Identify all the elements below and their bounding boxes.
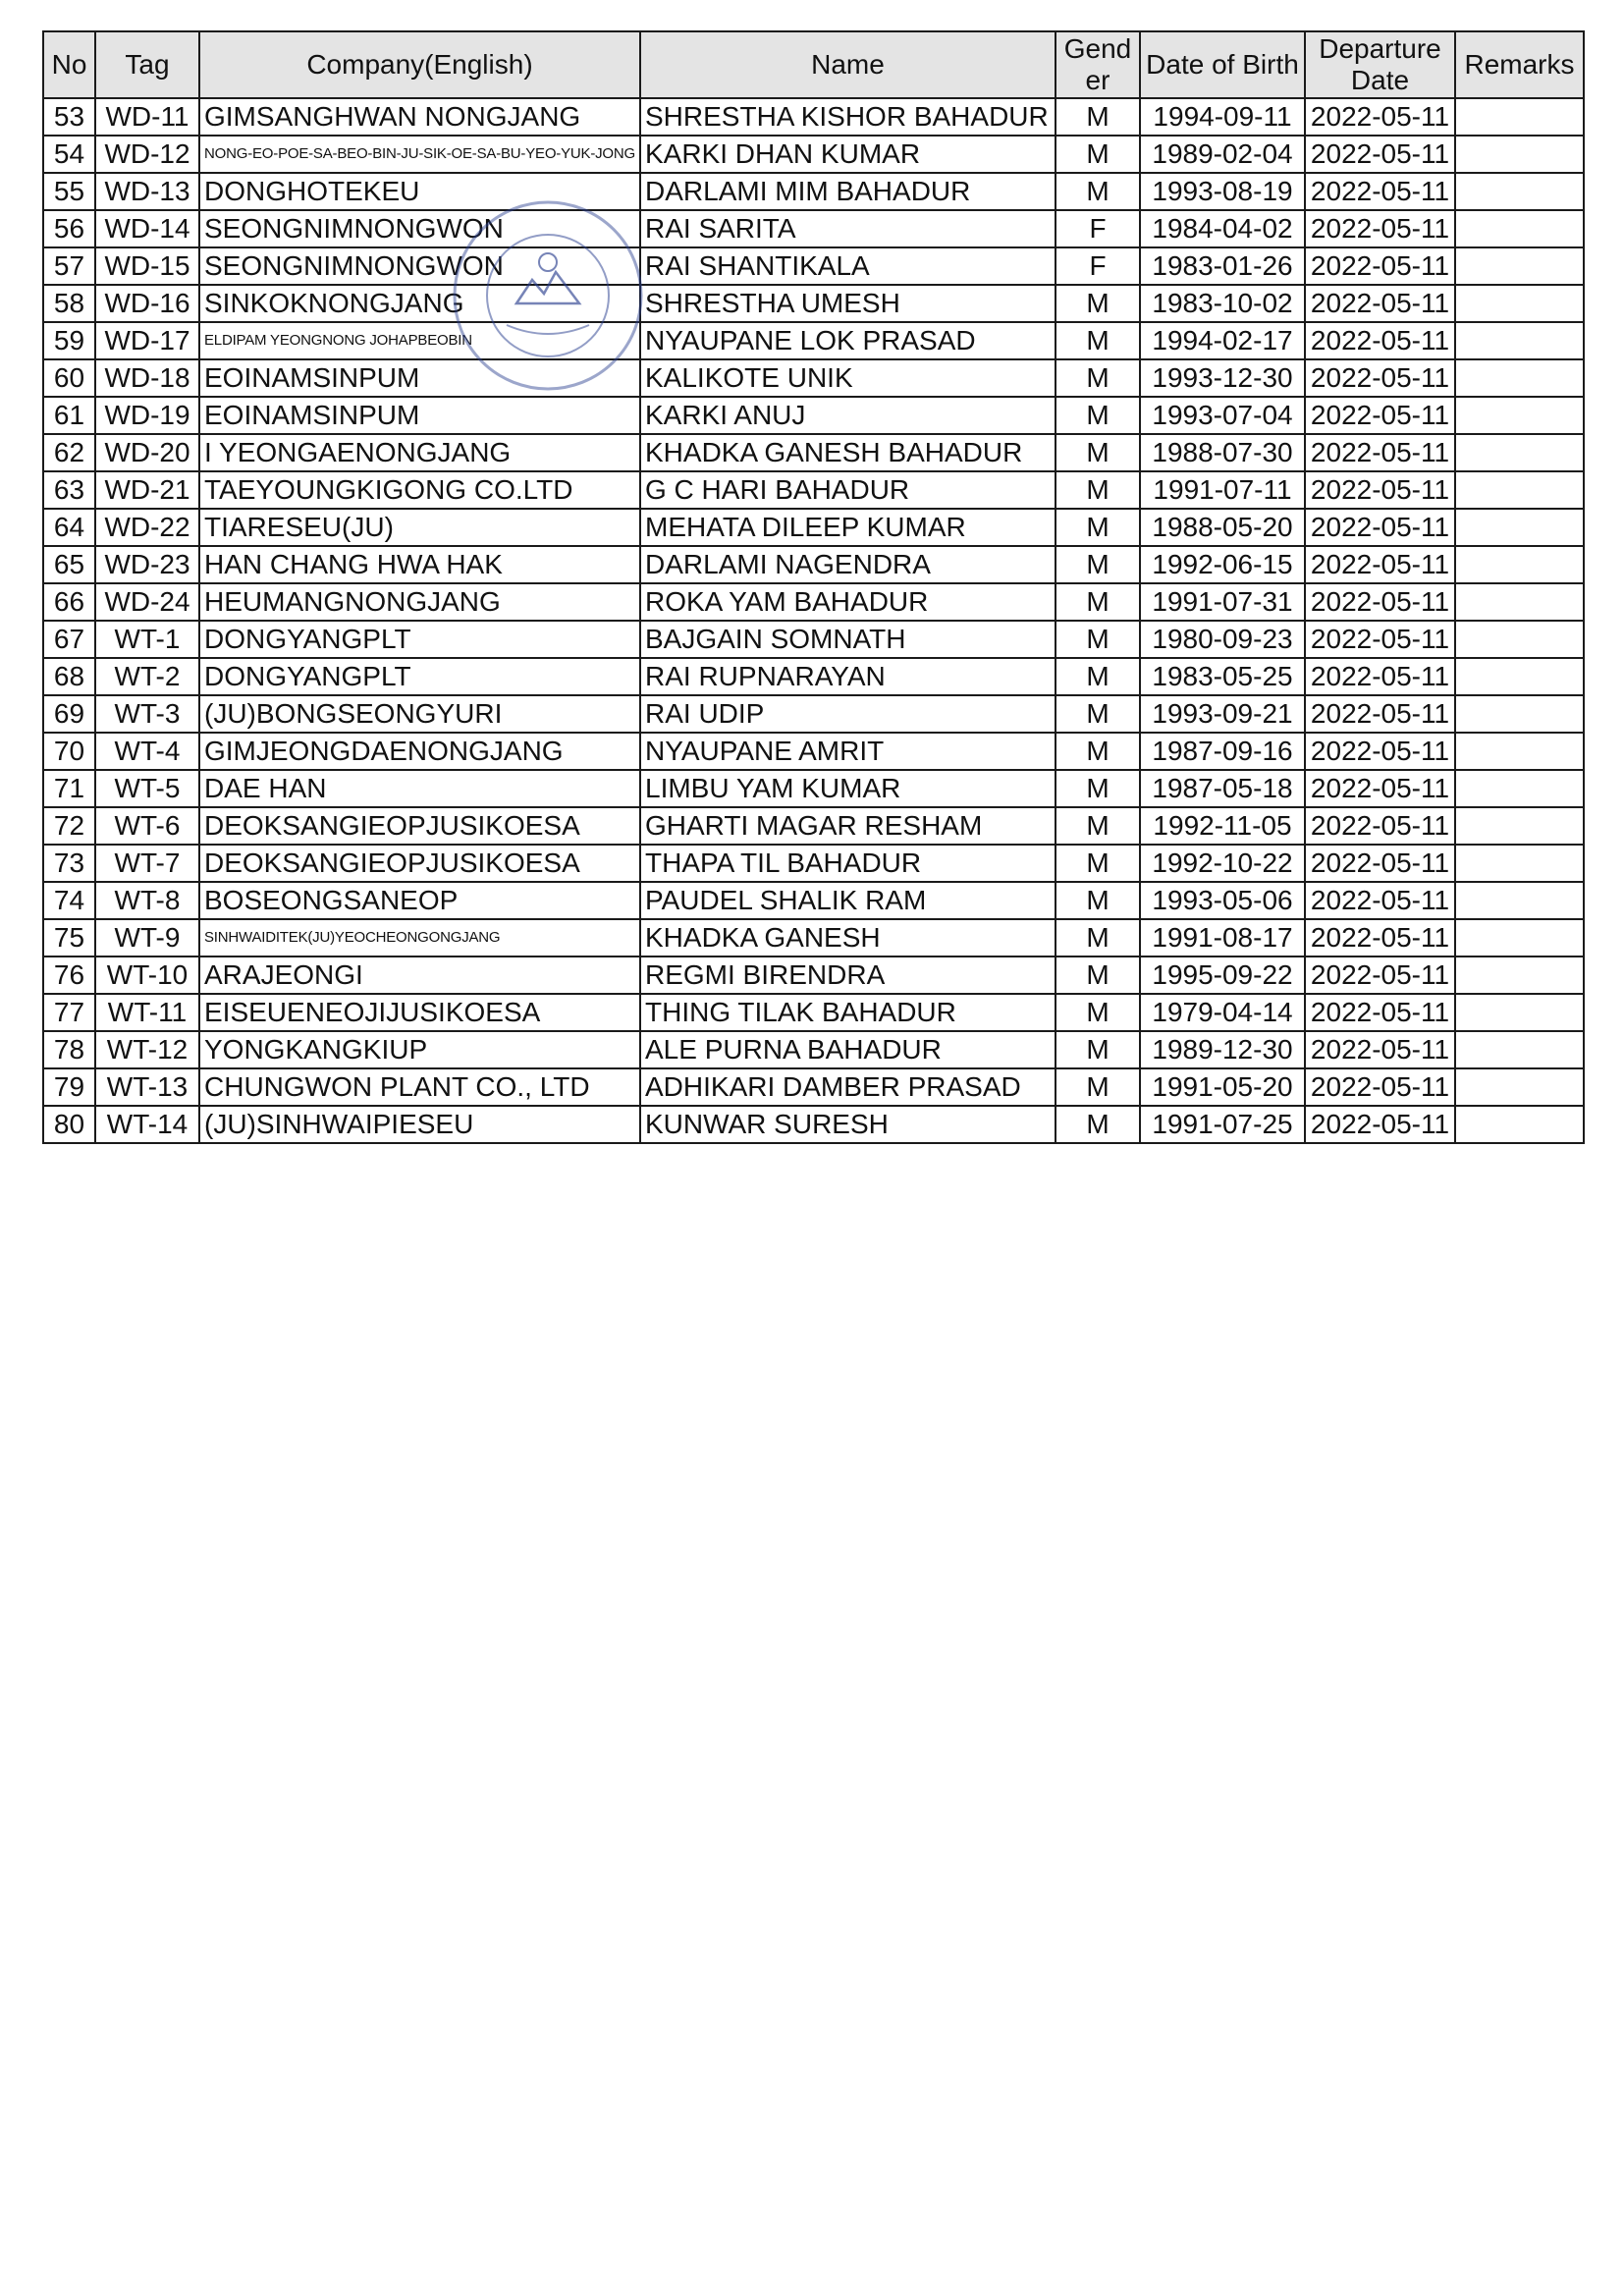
table-row xyxy=(43,434,1584,471)
cell-company: SEONGNIMNONGWON xyxy=(199,247,640,285)
cell-departure: 2022-05-11 xyxy=(1305,98,1455,136)
table-row xyxy=(43,136,1584,173)
cell-dob: 1993-05-06 xyxy=(1140,882,1305,919)
cell-company: TIARESEU(JU) xyxy=(199,509,640,546)
cell-no: 67 xyxy=(43,621,95,658)
cell-no: 58 xyxy=(43,285,95,322)
cell-name: G C HARI BAHADUR xyxy=(640,471,1056,509)
table-row xyxy=(43,210,1584,247)
cell-tag: WD-18 xyxy=(95,359,199,397)
table-row xyxy=(43,845,1584,882)
cell-remarks xyxy=(1455,919,1584,957)
cell-dob: 1989-02-04 xyxy=(1140,136,1305,173)
cell-departure: 2022-05-11 xyxy=(1305,733,1455,770)
cell-name: NYAUPANE LOK PRASAD xyxy=(640,322,1056,359)
cell-company: BOSEONGSANEOP xyxy=(199,882,640,919)
cell-gender: M xyxy=(1056,733,1140,770)
table-row xyxy=(43,770,1584,807)
cell-tag: WD-15 xyxy=(95,247,199,285)
cell-departure: 2022-05-11 xyxy=(1305,434,1455,471)
cell-no: 56 xyxy=(43,210,95,247)
cell-tag: WD-22 xyxy=(95,509,199,546)
cell-tag: WD-17 xyxy=(95,322,199,359)
cell-tag: WD-21 xyxy=(95,471,199,509)
cell-company: (JU)BONGSEONGYURI xyxy=(199,695,640,733)
cell-gender: M xyxy=(1056,658,1140,695)
cell-remarks xyxy=(1455,285,1584,322)
cell-no: 59 xyxy=(43,322,95,359)
header-departure: Departure Date xyxy=(1305,31,1455,98)
header-name: Name xyxy=(640,31,1056,98)
cell-name: ROKA YAM BAHADUR xyxy=(640,583,1056,621)
cell-tag: WT-13 xyxy=(95,1068,199,1106)
table-row xyxy=(43,322,1584,359)
cell-departure: 2022-05-11 xyxy=(1305,695,1455,733)
cell-dob: 1987-05-18 xyxy=(1140,770,1305,807)
cell-company: TAEYOUNGKIGONG CO.LTD xyxy=(199,471,640,509)
cell-departure: 2022-05-11 xyxy=(1305,583,1455,621)
cell-dob: 1993-07-04 xyxy=(1140,397,1305,434)
cell-departure: 2022-05-11 xyxy=(1305,322,1455,359)
cell-remarks xyxy=(1455,136,1584,173)
cell-name: KARKI DHAN KUMAR xyxy=(640,136,1056,173)
cell-company: SINHWAIDITEK(JU)YEOCHEONGONGJANG xyxy=(199,919,640,957)
cell-name: DARLAMI MIM BAHADUR xyxy=(640,173,1056,210)
cell-remarks xyxy=(1455,807,1584,845)
cell-no: 63 xyxy=(43,471,95,509)
cell-company: I YEONGAENONGJANG xyxy=(199,434,640,471)
cell-departure: 2022-05-11 xyxy=(1305,658,1455,695)
cell-gender: F xyxy=(1056,247,1140,285)
cell-company: DONGYANGPLT xyxy=(199,621,640,658)
cell-no: 69 xyxy=(43,695,95,733)
cell-company: HAN CHANG HWA HAK xyxy=(199,546,640,583)
cell-gender: F xyxy=(1056,210,1140,247)
cell-tag: WT-8 xyxy=(95,882,199,919)
cell-remarks xyxy=(1455,1031,1584,1068)
cell-departure: 2022-05-11 xyxy=(1305,1031,1455,1068)
cell-departure: 2022-05-11 xyxy=(1305,845,1455,882)
cell-gender: M xyxy=(1056,136,1140,173)
cell-no: 64 xyxy=(43,509,95,546)
cell-name: KHADKA GANESH xyxy=(640,919,1056,957)
table-row xyxy=(43,695,1584,733)
cell-remarks xyxy=(1455,173,1584,210)
cell-departure: 2022-05-11 xyxy=(1305,247,1455,285)
cell-name: SHRESTHA KISHOR BAHADUR xyxy=(640,98,1056,136)
cell-gender: M xyxy=(1056,621,1140,658)
header-tag: Tag xyxy=(95,31,199,98)
table-row xyxy=(43,621,1584,658)
cell-dob: 1991-07-11 xyxy=(1140,471,1305,509)
cell-company: SEONGNIMNONGWON xyxy=(199,210,640,247)
header-gender: Gend er xyxy=(1056,31,1140,98)
cell-tag: WD-24 xyxy=(95,583,199,621)
cell-remarks xyxy=(1455,957,1584,994)
cell-name: DARLAMI NAGENDRA xyxy=(640,546,1056,583)
cell-dob: 1991-08-17 xyxy=(1140,919,1305,957)
cell-remarks xyxy=(1455,509,1584,546)
header-remarks: Remarks xyxy=(1455,31,1584,98)
cell-tag: WD-20 xyxy=(95,434,199,471)
cell-name: RAI RUPNARAYAN xyxy=(640,658,1056,695)
cell-dob: 1991-05-20 xyxy=(1140,1068,1305,1106)
cell-name: NYAUPANE AMRIT xyxy=(640,733,1056,770)
cell-name: ALE PURNA BAHADUR xyxy=(640,1031,1056,1068)
cell-departure: 2022-05-11 xyxy=(1305,509,1455,546)
cell-departure: 2022-05-11 xyxy=(1305,919,1455,957)
cell-departure: 2022-05-11 xyxy=(1305,210,1455,247)
cell-dob: 1995-09-22 xyxy=(1140,957,1305,994)
cell-no: 65 xyxy=(43,546,95,583)
cell-no: 76 xyxy=(43,957,95,994)
cell-remarks xyxy=(1455,546,1584,583)
cell-gender: M xyxy=(1056,994,1140,1031)
cell-gender: M xyxy=(1056,583,1140,621)
cell-gender: M xyxy=(1056,509,1140,546)
cell-name: KARKI ANUJ xyxy=(640,397,1056,434)
cell-remarks xyxy=(1455,471,1584,509)
cell-dob: 1992-11-05 xyxy=(1140,807,1305,845)
document-sheet xyxy=(42,30,1585,1144)
cell-company: EISEUENEOJIJUSIKOESA xyxy=(199,994,640,1031)
table-row xyxy=(43,658,1584,695)
cell-departure: 2022-05-11 xyxy=(1305,1106,1455,1143)
cell-remarks xyxy=(1455,845,1584,882)
cell-no: 62 xyxy=(43,434,95,471)
cell-remarks xyxy=(1455,397,1584,434)
cell-remarks xyxy=(1455,733,1584,770)
cell-remarks xyxy=(1455,695,1584,733)
cell-name: RAI UDIP xyxy=(640,695,1056,733)
cell-no: 54 xyxy=(43,136,95,173)
cell-tag: WT-11 xyxy=(95,994,199,1031)
cell-tag: WT-10 xyxy=(95,957,199,994)
cell-gender: M xyxy=(1056,957,1140,994)
cell-gender: M xyxy=(1056,471,1140,509)
cell-name: SHRESTHA UMESH xyxy=(640,285,1056,322)
cell-no: 53 xyxy=(43,98,95,136)
cell-company: DONGYANGPLT xyxy=(199,658,640,695)
cell-company: GIMJEONGDAENONGJANG xyxy=(199,733,640,770)
cell-remarks xyxy=(1455,1068,1584,1106)
cell-company: DAE HAN xyxy=(199,770,640,807)
cell-dob: 1991-07-31 xyxy=(1140,583,1305,621)
cell-dob: 1992-06-15 xyxy=(1140,546,1305,583)
cell-tag: WT-3 xyxy=(95,695,199,733)
cell-dob: 1994-02-17 xyxy=(1140,322,1305,359)
cell-gender: M xyxy=(1056,919,1140,957)
cell-remarks xyxy=(1455,658,1584,695)
cell-departure: 2022-05-11 xyxy=(1305,359,1455,397)
cell-departure: 2022-05-11 xyxy=(1305,882,1455,919)
cell-remarks xyxy=(1455,247,1584,285)
table-row xyxy=(43,397,1584,434)
cell-tag: WT-12 xyxy=(95,1031,199,1068)
cell-no: 57 xyxy=(43,247,95,285)
cell-remarks xyxy=(1455,434,1584,471)
cell-dob: 1991-07-25 xyxy=(1140,1106,1305,1143)
cell-name: RAI SHANTIKALA xyxy=(640,247,1056,285)
cell-tag: WD-12 xyxy=(95,136,199,173)
cell-dob: 1989-12-30 xyxy=(1140,1031,1305,1068)
cell-dob: 1993-12-30 xyxy=(1140,359,1305,397)
cell-company: EOINAMSINPUM xyxy=(199,397,640,434)
cell-departure: 2022-05-11 xyxy=(1305,285,1455,322)
table-row xyxy=(43,957,1584,994)
cell-remarks xyxy=(1455,1106,1584,1143)
cell-tag: WD-23 xyxy=(95,546,199,583)
cell-no: 68 xyxy=(43,658,95,695)
table-row xyxy=(43,882,1584,919)
cell-name: THING TILAK BAHADUR xyxy=(640,994,1056,1031)
cell-gender: M xyxy=(1056,173,1140,210)
header-no: No xyxy=(43,31,95,98)
cell-gender: M xyxy=(1056,285,1140,322)
cell-gender: M xyxy=(1056,695,1140,733)
table-row xyxy=(43,471,1584,509)
cell-gender: M xyxy=(1056,882,1140,919)
header-dob: Date of Birth xyxy=(1140,31,1305,98)
cell-no: 72 xyxy=(43,807,95,845)
table-row xyxy=(43,994,1584,1031)
cell-remarks xyxy=(1455,98,1584,136)
cell-remarks xyxy=(1455,882,1584,919)
cell-company: DEOKSANGIEOPJUSIKOESA xyxy=(199,845,640,882)
cell-no: 77 xyxy=(43,994,95,1031)
table-row xyxy=(43,98,1584,136)
cell-dob: 1993-08-19 xyxy=(1140,173,1305,210)
cell-departure: 2022-05-11 xyxy=(1305,546,1455,583)
cell-gender: M xyxy=(1056,397,1140,434)
cell-dob: 1994-09-11 xyxy=(1140,98,1305,136)
cell-company: HEUMANGNONGJANG xyxy=(199,583,640,621)
cell-dob: 1984-04-02 xyxy=(1140,210,1305,247)
cell-no: 73 xyxy=(43,845,95,882)
cell-name: THAPA TIL BAHADUR xyxy=(640,845,1056,882)
cell-name: ADHIKARI DAMBER PRASAD xyxy=(640,1068,1056,1106)
cell-no: 55 xyxy=(43,173,95,210)
cell-company: NONG-EO-POE-SA-BEO-BIN-JU-SIK-OE-SA-BU-YEO-YUK-JONG xyxy=(199,136,640,173)
header-company: Company(English) xyxy=(199,31,640,98)
cell-no: 66 xyxy=(43,583,95,621)
cell-gender: M xyxy=(1056,807,1140,845)
cell-name: MEHATA DILEEP KUMAR xyxy=(640,509,1056,546)
cell-departure: 2022-05-11 xyxy=(1305,994,1455,1031)
cell-no: 79 xyxy=(43,1068,95,1106)
cell-no: 71 xyxy=(43,770,95,807)
table-row xyxy=(43,285,1584,322)
cell-gender: M xyxy=(1056,359,1140,397)
cell-departure: 2022-05-11 xyxy=(1305,957,1455,994)
cell-name: REGMI BIRENDRA xyxy=(640,957,1056,994)
cell-tag: WT-5 xyxy=(95,770,199,807)
table-row xyxy=(43,359,1584,397)
cell-tag: WT-2 xyxy=(95,658,199,695)
cell-departure: 2022-05-11 xyxy=(1305,397,1455,434)
cell-company: (JU)SINHWAIPIESEU xyxy=(199,1106,640,1143)
cell-dob: 1979-04-14 xyxy=(1140,994,1305,1031)
cell-gender: M xyxy=(1056,1106,1140,1143)
cell-tag: WD-19 xyxy=(95,397,199,434)
cell-tag: WD-16 xyxy=(95,285,199,322)
cell-remarks xyxy=(1455,210,1584,247)
cell-dob: 1987-09-16 xyxy=(1140,733,1305,770)
cell-dob: 1988-07-30 xyxy=(1140,434,1305,471)
table-row xyxy=(43,546,1584,583)
cell-remarks xyxy=(1455,621,1584,658)
cell-departure: 2022-05-11 xyxy=(1305,770,1455,807)
cell-dob: 1983-05-25 xyxy=(1140,658,1305,695)
cell-remarks xyxy=(1455,994,1584,1031)
cell-name: PAUDEL SHALIK RAM xyxy=(640,882,1056,919)
cell-dob: 1980-09-23 xyxy=(1140,621,1305,658)
cell-tag: WT-4 xyxy=(95,733,199,770)
table-row xyxy=(43,1068,1584,1106)
cell-name: LIMBU YAM KUMAR xyxy=(640,770,1056,807)
cell-remarks xyxy=(1455,322,1584,359)
cell-remarks xyxy=(1455,770,1584,807)
cell-remarks xyxy=(1455,583,1584,621)
cell-departure: 2022-05-11 xyxy=(1305,1068,1455,1106)
cell-dob: 1988-05-20 xyxy=(1140,509,1305,546)
cell-name: KALIKOTE UNIK xyxy=(640,359,1056,397)
cell-company: ELDIPAM YEONGNONG JOHAPBEOBIN xyxy=(199,322,640,359)
cell-company: GIMSANGHWAN NONGJANG xyxy=(199,98,640,136)
table-row xyxy=(43,173,1584,210)
cell-remarks xyxy=(1455,359,1584,397)
cell-gender: M xyxy=(1056,98,1140,136)
header-row xyxy=(43,31,1584,98)
cell-no: 74 xyxy=(43,882,95,919)
cell-tag: WD-11 xyxy=(95,98,199,136)
cell-tag: WD-14 xyxy=(95,210,199,247)
cell-name: RAI SARITA xyxy=(640,210,1056,247)
cell-tag: WT-7 xyxy=(95,845,199,882)
cell-company: SINKOKNONGJANG xyxy=(199,285,640,322)
cell-dob: 1983-10-02 xyxy=(1140,285,1305,322)
cell-tag: WT-1 xyxy=(95,621,199,658)
cell-gender: M xyxy=(1056,322,1140,359)
cell-no: 61 xyxy=(43,397,95,434)
cell-gender: M xyxy=(1056,1068,1140,1106)
cell-dob: 1993-09-21 xyxy=(1140,695,1305,733)
cell-departure: 2022-05-11 xyxy=(1305,173,1455,210)
table-row xyxy=(43,1031,1584,1068)
table-row xyxy=(43,583,1584,621)
cell-no: 78 xyxy=(43,1031,95,1068)
table-row xyxy=(43,247,1584,285)
table-row xyxy=(43,919,1584,957)
cell-company: ARAJEONGI xyxy=(199,957,640,994)
cell-gender: M xyxy=(1056,546,1140,583)
cell-company: YONGKANGKIUP xyxy=(199,1031,640,1068)
cell-tag: WT-14 xyxy=(95,1106,199,1143)
cell-name: KUNWAR SURESH xyxy=(640,1106,1056,1143)
cell-no: 75 xyxy=(43,919,95,957)
cell-company: DONGHOTEKEU xyxy=(199,173,640,210)
departure-table xyxy=(42,30,1585,1144)
cell-tag: WT-6 xyxy=(95,807,199,845)
cell-departure: 2022-05-11 xyxy=(1305,621,1455,658)
cell-gender: M xyxy=(1056,1031,1140,1068)
cell-no: 60 xyxy=(43,359,95,397)
cell-name: GHARTI MAGAR RESHAM xyxy=(640,807,1056,845)
cell-company: EOINAMSINPUM xyxy=(199,359,640,397)
cell-dob: 1992-10-22 xyxy=(1140,845,1305,882)
table-row xyxy=(43,807,1584,845)
cell-gender: M xyxy=(1056,845,1140,882)
cell-dob: 1983-01-26 xyxy=(1140,247,1305,285)
cell-tag: WD-13 xyxy=(95,173,199,210)
cell-gender: M xyxy=(1056,434,1140,471)
cell-departure: 2022-05-11 xyxy=(1305,471,1455,509)
cell-departure: 2022-05-11 xyxy=(1305,807,1455,845)
cell-company: CHUNGWON PLANT CO., LTD xyxy=(199,1068,640,1106)
table-row xyxy=(43,1106,1584,1143)
cell-name: KHADKA GANESH BAHADUR xyxy=(640,434,1056,471)
table-row xyxy=(43,509,1584,546)
cell-company: DEOKSANGIEOPJUSIKOESA xyxy=(199,807,640,845)
cell-no: 80 xyxy=(43,1106,95,1143)
cell-no: 70 xyxy=(43,733,95,770)
cell-name: BAJGAIN SOMNATH xyxy=(640,621,1056,658)
cell-tag: WT-9 xyxy=(95,919,199,957)
cell-departure: 2022-05-11 xyxy=(1305,136,1455,173)
table-row xyxy=(43,733,1584,770)
cell-gender: M xyxy=(1056,770,1140,807)
